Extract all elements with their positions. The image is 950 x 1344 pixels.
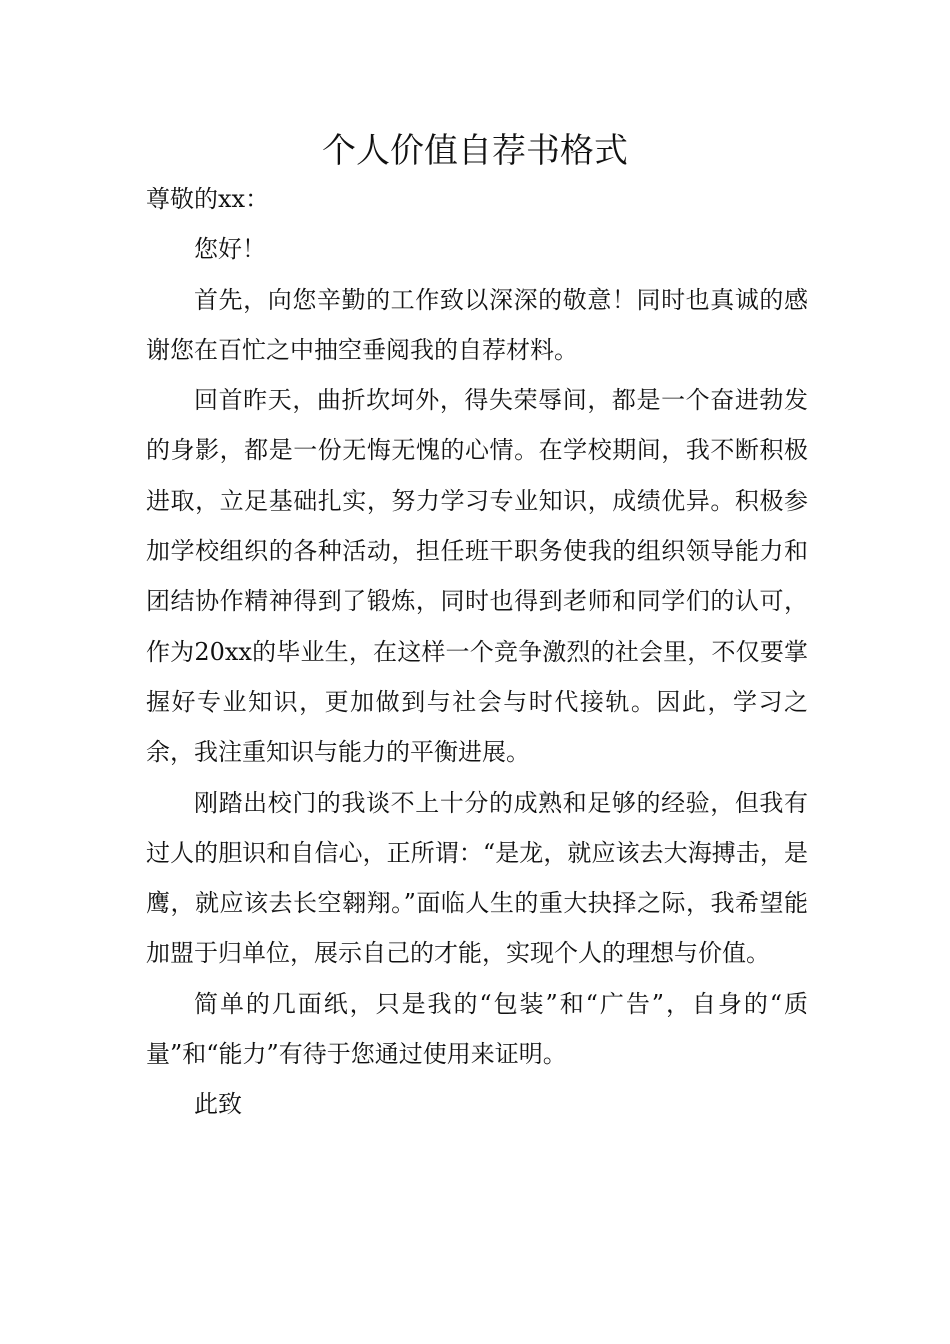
letter-body <box>146 174 808 1130</box>
greeting: 您好！ <box>194 235 266 264</box>
paragraph-school-experience: 回首昨天，曲折坎坷外，得失荣辱间，都是一个奋进勃发的身影，都是一份无悔无愧的心情。在学校期间，我不断积极进取，立足基础扎实，努力学习专业知识，成绩优异。积极参加学校组织的各种活动，担任班干职务使我的组织领导能力和团结协作精神得到了锻炼，同时也得到老师和同学们的认可，作为20xx的毕业生，在这样一个竞争激烈的社会里，不仅要掌握好专业知识，更加做到与社会与时代接轨。因此，学习之余，我注重知识与能力的平衡进展。 <box>146 386 808 767</box>
salutation: 尊敬的xx： <box>146 185 270 213</box>
paragraph-ambition: 刚踏出校门的我谈不上十分的成熟和足够的经验，但我有过人的胆识和自信心，正所谓：“是龙，就应该去大海搏击，是鹰，就应该去长空翱翔。”面临人生的重大抉择之际，我希望能加盟于归单位，展示自己的才能，实现个人的理想与价值。 <box>146 788 808 968</box>
paragraph-closing-remark: 简单的几面纸，只是我的“包装”和“广告”，自身的“质量”和“能力”有待于您通过使用来证明。 <box>146 989 808 1069</box>
closing: 此致 <box>194 1090 242 1119</box>
paragraph-opening: 首先，向您辛勤的工作致以深深的敬意！同时也真诚的感谢您在百忙之中抽空垂阅我的自荐材料。 <box>146 285 808 364</box>
document-title: 个人价值自荐书格式 <box>322 131 628 171</box>
